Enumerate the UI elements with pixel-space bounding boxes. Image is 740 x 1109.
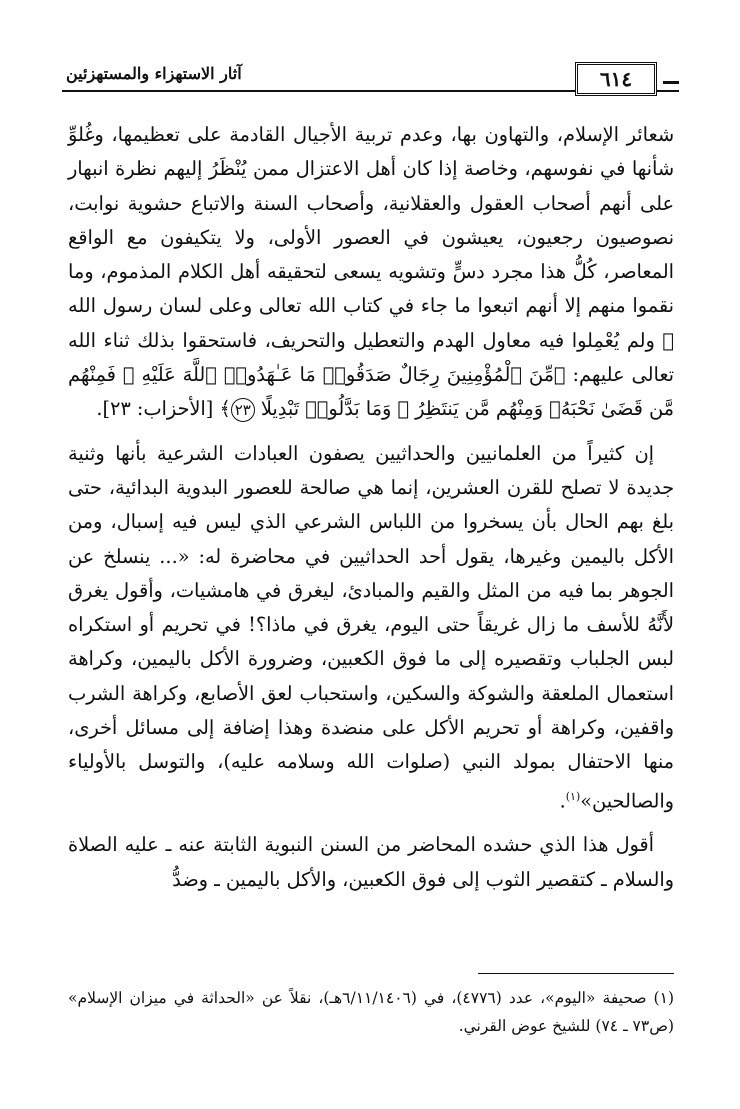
running-title: آثار الاستهزاء والمستهزئين xyxy=(66,64,242,83)
page-header xyxy=(62,62,679,92)
footnote-separator xyxy=(478,973,674,974)
paragraph-2-text: إن كثيراً من العلمانيين والحداثيين يصفون العبادات الشرعية بأنها وثنية جديدة لا تصلح للقرن العشرين، إنما هي صالحة للعصور البدوية البدائية، حتى بلغ بهم الحال بأن يسخروا من اللباس الشرعي الذي ليس فيه إسبال، ومن الأكل باليمين وغيرها، يقول أحد الحداثيين في محاضرة له: «... ينسلخ عن الجوهر بما فيه من المثل والقيم والمبادئ، ليغرق في هامشيات، وأقول يغرق لأَنَّهُ للأسف ما زال غريقاً حتى اليوم، يغرق في ماذا؟! في تحريم أو استكراه لبس الجلباب وتقصيره إلى ما فوق الكعبين، وضرورة الأكل باليمين، وكراهة استعمال الملعقة والشوكة والسكين، واستحباب لعق الأصابع، وكراهة الشرب واقفين، وكراهة أو تحريم الأكل على منضدة وهذا إضافة إلى مسائل أخرى، منها الاحتفال بمولد النبي (صلوات الله وسلامه عليه)، والتوسل بالأولياء والصالحين» xyxy=(68,441,674,813)
paragraph-2 xyxy=(68,437,674,819)
header-dash xyxy=(663,81,679,84)
verse-number-marker: ٢٣ xyxy=(231,398,255,422)
paragraph-1-text: شعائر الإسلام، والتهاون بها، وعدم تربية الأجيال القادمة على تعظيمها، وغُلوِّ شأنها في نفوسهم، وخاصة إذا كان أهل الاعتزال ممن يُنْظَرُ إليهم نظرة انبهار على أنهم أصحاب العقول والعقلانية، وأصحاب السنة والاتباع حشوية نوابت، نصوصيون رجعيون، يعيشون في العصور الأولى، ولا يتكيفون مع الواقع المعاصر، كُلُّ هذا مجرد دسٍّ وتشويه يسعى لتحقيقه أهل الكلام المذموم، وما نقموا منهم إلا أنهم اتبعوا ما جاء في كتاب الله تعالى وعلى لسان رسول الله ﷺ ولم يُعْمِلوا فيه معاول الهدم والتعطيل والتحريف، فاستحقوا بذلك ثناء الله تعالى عليهم: xyxy=(68,123,674,387)
paragraph-3: أقول هذا الذي حشده المحاضر من السنن النبوية الثابتة عنه ـ عليه الصلاة والسلام ـ كتقصير الثوب إلى فوق الكعبين، والأكل باليمين ـ وضدُّ xyxy=(68,833,674,891)
verse-close-bracket: ﴾ xyxy=(219,397,231,421)
footnote-1: (١) صحيفة «اليوم»، عدد (٤٧٧٦)، في (٦/١١/١٤٠٦هـ)، نقلاً عن «الحداثة في ميزان الإسلام» (ص٧٣ ـ ٧٤) للشيخ عوض القرني. xyxy=(68,989,674,1035)
verse-reference: [الأحزاب: ٢٣]. xyxy=(96,397,214,421)
paragraph-1 xyxy=(68,118,674,427)
body-text xyxy=(68,118,674,907)
footnote-marker[interactable]: (١) xyxy=(565,789,581,803)
paragraph-2-end: . xyxy=(559,789,566,813)
footnotes xyxy=(68,984,674,1040)
quran-verse: ﴿مِّنَ ٱلْمُؤْمِنِينَ رِجَالٌ صَدَقُوا۟ مَا عَـٰهَدُوا۟ ٱللَّهَ عَلَيْهِ ۖ فَمِنْهُم مَّن قَضَىٰ نَحْبَهُۥ وَمِنْهُم مَّن يَنتَظِرُ ۖ وَمَا بَدَّلُوا۟ تَبْدِيلًا xyxy=(68,363,674,421)
page-number: ٦١٤ xyxy=(575,62,657,96)
